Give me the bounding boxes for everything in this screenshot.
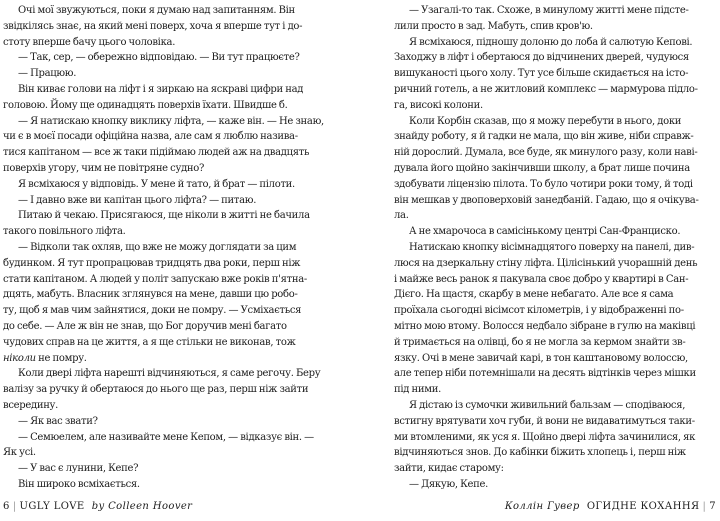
text-line: стоту вперше бачу цього чоловіка.	[3, 36, 176, 48]
text-line: звідкілясь знає, на який мені поверх, хоча я вперше тут і до-	[3, 20, 303, 32]
text-line: Я всміхаюся, підношу долоню до лоба й салютую Кепові.	[409, 36, 693, 48]
text-line: всередину.	[3, 399, 59, 411]
text-line: ричний готель, а не житловий комплекс — мармурова підло-	[394, 83, 698, 95]
text-line: Коли двері ліфта нарешті відчиняються, я саме регочу. Беру	[18, 368, 321, 380]
left-footer-title: UGLY LOVE	[19, 501, 85, 512]
text-line: й тримається на олівці, бо я не могла за кермом знайти зв-	[394, 336, 686, 348]
text-line: дцять, мабуть. Власник зглянувся на мене, давши цю робо-	[3, 289, 298, 301]
right-page-number: 7	[709, 501, 716, 512]
text-line: зайти, кидає старому:	[394, 463, 504, 475]
text-line: Дієго. На щастя, скарбу в мене небагато. Але все я сама	[394, 289, 674, 301]
text-line: але тепер ніби потемнішали на десять відтінків через мішки	[394, 368, 696, 380]
text-line: — Працюю.	[18, 68, 77, 80]
left-page-text	[3, 3, 326, 493]
text-line: під ними.	[394, 384, 441, 396]
text-line: мітно мою втому. Волосся недбало зібране в гулю на маківці	[394, 320, 696, 332]
text-line: дувала його щойно закінчивши школу, а брат лише почина	[394, 162, 690, 174]
text-line: Натискаю кнопку вісімнадцятого поверху на панелі, див-	[409, 241, 695, 253]
right-page	[360, 0, 720, 521]
text-line: — Дякую, Кепе.	[409, 478, 489, 490]
text-line: і майже весь ранок я пакувала своє добро у квартирі в Сан-	[394, 273, 689, 285]
text-line: ми втомленими, як уся я. Щойно двері ліфта зачинилися, як	[394, 431, 696, 443]
text-line: ній дорослий. Думала, все буде, як минулого разу, коли наві-	[394, 147, 698, 159]
left-footer-byline: by Colleen Hoover	[91, 501, 193, 512]
text-line: Я дістаю із сумочки живильний бальзам — сподіваюся,	[409, 399, 686, 411]
text-line: лили просто в зад. Мабуть, спив кров'ю.	[394, 20, 593, 32]
text-line: Коли Корбін сказав, що я можу перебути в нього, доки	[409, 115, 682, 127]
text-line: проїхала сьогодні вісімсот кілометрів, і у відображенні по-	[394, 305, 684, 317]
text-line: ту, щоб я мав чим зайнятися, доки не помру. — Усміхається	[3, 305, 302, 317]
right-footer-title: ОГИДНЕ КОХАННЯ	[586, 501, 700, 512]
text-line: поверхів угору, чим не повітряне судно?	[3, 162, 205, 174]
text-line: стати капітаном. А людей у політ запускаю вже років п'ятна-	[3, 273, 307, 285]
text-line: — Так, сер, — обережно відповідаю. — Ви тут працюєте?	[18, 52, 300, 64]
text-line: до себе. — Але ж він не знав, що Бог доручив мені багато	[3, 320, 287, 332]
text-line: чудових справ на це життя, а я ще стільки не виконав, тож	[3, 336, 296, 348]
text-line: валізу за ручку й обертаюся до нього ще раз, перш ніж зайти	[3, 384, 309, 396]
text-line: тися капітаном — все ж таки підіймаю людей аж на двадцять	[3, 147, 310, 159]
text-line: він мешкав у двоповерховій занедбаній. Гадаю, що я очікува-	[394, 194, 699, 206]
text-line: — І давно вже ви капітан цього ліфта? — питаю.	[18, 194, 257, 206]
right-footer-author: Коллін Гувер	[504, 501, 580, 512]
text-line: Як усі.	[3, 447, 36, 459]
text-line: Питаю й чекаю. Присягаюся, ще ніколи в житті не бачила	[18, 210, 310, 222]
text-line: здобувати ліцензію пілота. То було чотири роки тому, й тоді	[394, 178, 693, 190]
text-line: — Семюелем, але називайте мене Кепом, — відказує він. —	[18, 431, 314, 443]
text-line: головою. Йому ще одинадцять поверхів їхати. Швидше б.	[3, 99, 288, 111]
right-footer: Коллін Гувер ОГИДНЕ КОХАННЯ | 7	[504, 501, 716, 512]
text-line: Очі мої звужуються, поки я думаю над запитанням. Він	[18, 5, 295, 16]
right-page-text	[394, 3, 717, 493]
text-line: Він широко всміхається.	[18, 478, 140, 490]
text-line: А не хмарочоса в самісінькому центрі Сан-Франциско.	[409, 226, 681, 238]
text-line: — Як вас звати?	[18, 415, 98, 427]
text-line: — Узагалі-то так. Схоже, в минулому житті мене підсте-	[409, 5, 689, 16]
text-line: Заходжу в ліфт і обертаюся до відчинених дверей, чудуюся	[394, 52, 689, 64]
text-line: язку. Очі в мене завичай карі, в тон каштановому волоссю,	[394, 352, 688, 364]
text-line: чи є в моєї посади офіційна назва, але сам я люблю назива-	[3, 131, 298, 143]
text-line: ніколи не помру.	[3, 352, 87, 364]
text-line: ла.	[394, 210, 409, 222]
text-line: такого повільного ліфта.	[3, 226, 126, 238]
left-footer: 6 | UGLY LOVE by Colleen Hoover	[3, 501, 193, 512]
text-line: люся на дзеркальну стіну ліфта. Цілісінький учорашній день	[394, 257, 698, 269]
text-line: — У вас є лунини, Кепе?	[18, 463, 139, 475]
text-line: встигну врятувати хоч губи, й вони не видаватимуться таки-	[394, 415, 695, 427]
text-line: га, високі колони.	[394, 99, 483, 111]
left-page-number: 6	[3, 501, 10, 512]
text-line: — Відколи так охляв, що вже не можу доглядати за цим	[18, 241, 297, 253]
text-line: вишуканості цього холу. Тут усе більше скидається на істо-	[394, 68, 689, 80]
text-line: — Я натискаю кнопку виклику ліфта, — каже він. — Не знаю,	[18, 115, 324, 127]
text-line: Я всміхаюся у відповідь. У мене й тато, й брат — пілоти.	[18, 178, 295, 190]
text-line: відчиняються знов. До кабінки біжить хлопець і, перш ніж	[394, 447, 686, 459]
text-line: Він киває голови на ліфт і я зиркаю на яскраві цифри над	[18, 83, 304, 95]
text-line: будинком. Я тут пропрацював тридцять два роки, перш ніж	[3, 257, 301, 269]
text-line: знайду роботу, я й гадки не мала, що він живе, ніби справж-	[394, 131, 694, 143]
